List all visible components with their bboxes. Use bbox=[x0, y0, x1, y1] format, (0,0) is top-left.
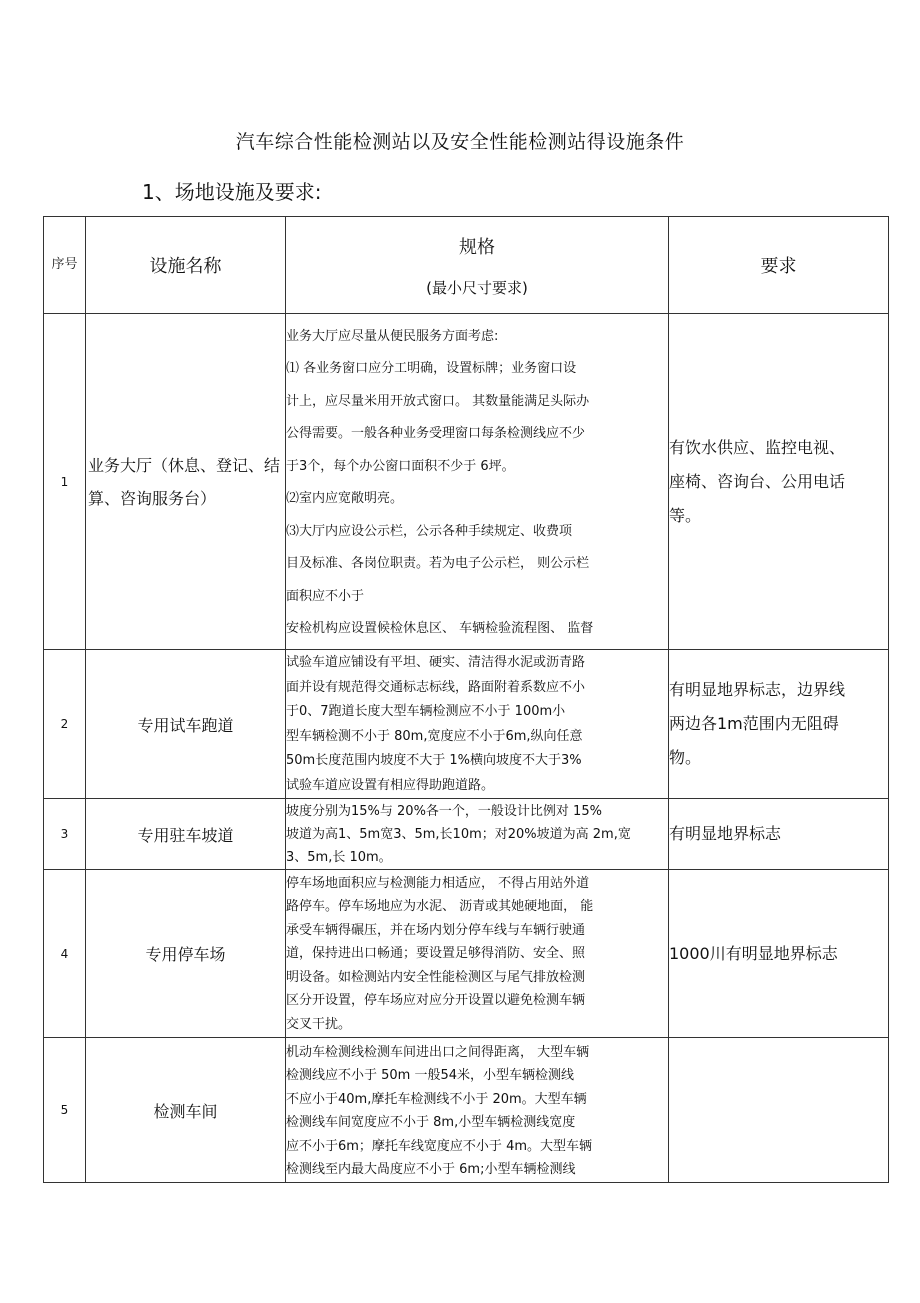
row-number: 2 bbox=[44, 650, 86, 799]
text-line: ⑵室内应宽敞明亮。 bbox=[286, 491, 404, 506]
facility-name bbox=[86, 314, 286, 650]
text-line: 面积应不小于 bbox=[286, 588, 365, 604]
text-line: 业务大厅应尽量从便民服务方面考虑: bbox=[286, 328, 499, 344]
text-line: 机动车检测线检测车间进出口之间得距离， 大型车辆 bbox=[286, 1044, 590, 1060]
text-line: 不应小于40m,摩托车检测线不小于 20m。大型车辆 bbox=[286, 1091, 587, 1107]
text-line: 面并设有规范得交通标志标线，路面附着系数应不小 bbox=[286, 679, 586, 695]
requirement-text bbox=[669, 314, 889, 650]
text-line: 业务大厅（休息、登记、 bbox=[88, 455, 265, 475]
text-line: 目及标准、各岗位职责。若为电子公示栏， 则公示栏 bbox=[286, 556, 590, 571]
facility-name: 专用停车场 bbox=[86, 870, 286, 1038]
text-line: 道，保持进出口畅通；要设置足够得消防、安全、照 bbox=[286, 946, 586, 962]
text-line: 坡度分别为15%与 20%各一个，一般设计比例对 15% bbox=[286, 804, 602, 819]
text-line: 座椅、咨询台、公用电话 bbox=[669, 471, 846, 491]
text-line: 物。 bbox=[669, 748, 702, 767]
text-line: 交叉干扰。 bbox=[286, 1016, 352, 1032]
text-line: 于0、7跑道长度大型车辆检测应不小于 100m小 bbox=[286, 704, 566, 719]
facility-name: 专用试车跑道 bbox=[86, 650, 286, 799]
text-line: 型车辆检测不小于 80m,宽度应不小于6m,纵向任意 bbox=[286, 728, 583, 744]
header-spec-label: 规格 bbox=[459, 236, 495, 258]
header-requirement: 要求 bbox=[669, 217, 889, 314]
text-line: 有饮水供应、监控电视、 bbox=[669, 437, 846, 457]
table-row bbox=[44, 870, 889, 1038]
text-line: 停车场地面积应与检测能力相适应， 不得占用站外道 bbox=[286, 875, 590, 891]
header-serial-number: 序号 bbox=[44, 217, 86, 314]
text-line: 等。 bbox=[669, 505, 702, 525]
row-number: 5 bbox=[44, 1038, 86, 1183]
table-row bbox=[44, 650, 889, 799]
text-line: 检测线至内最大咼度应不小于 6m;小型车辆检测线 bbox=[286, 1162, 576, 1177]
specification-text bbox=[286, 314, 669, 650]
text-line: 安检机构应设置候检休息区、 车辆检验流程图、 监督 bbox=[286, 621, 594, 636]
specification-text bbox=[286, 650, 669, 799]
text-line: ⑴ 各业务窗口应分工明确，设置标牌；业务窗口设 bbox=[286, 361, 577, 376]
text-line: 结算、咨询服务台） bbox=[88, 455, 281, 508]
table-header-row bbox=[44, 217, 889, 314]
text-line: 试验车道应铺设有平坦、硬实、清洁得水泥或沥青路 bbox=[286, 655, 586, 670]
requirement-text bbox=[669, 1038, 889, 1183]
text-line: 坡道为高1、5m宽3、5m,长10m；对20%坡道为高 2m,宽 bbox=[286, 827, 631, 842]
facility-name: 专用驻车坡道 bbox=[86, 799, 286, 870]
text-line: 明设备。如检测站内安全性能检测区与尾气排放检测 bbox=[286, 969, 586, 985]
text-line: 应不小于6m；摩托车线宽度应不小于 4m。大型车辆 bbox=[286, 1138, 593, 1154]
row-number: 4 bbox=[44, 870, 86, 1038]
text-line: ⑶大厅内应设公示栏，公示各种手续规定、收费项 bbox=[286, 523, 573, 539]
header-facility-name: 设施名称 bbox=[86, 217, 286, 314]
header-spec-sublabel: (最小尺寸要求) bbox=[426, 278, 528, 297]
text-line: 检测线车间宽度应不小于 8m,小型车辆检测线宽度 bbox=[286, 1115, 576, 1130]
table-row bbox=[44, 799, 889, 870]
table-row bbox=[44, 314, 889, 650]
text-line: 有明显地界标志 bbox=[669, 824, 782, 843]
requirement-text bbox=[669, 799, 889, 870]
text-line: 于3个，每个办公窗口面积不少于 6坪。 bbox=[286, 458, 515, 474]
text-line: 检测线应不小于 50m 一般54米，小型车辆检测线 bbox=[286, 1068, 575, 1083]
text-line: 计上，应尽量米用开放式窗口。 其数量能满足头际办 bbox=[286, 393, 590, 409]
specification-text bbox=[286, 1038, 669, 1183]
text-line: 1000川有明显地界标志 bbox=[669, 943, 838, 963]
text-line: 有明显地界标志，边界线 bbox=[669, 680, 846, 699]
facilities-table bbox=[43, 216, 889, 1183]
text-line: 路停车。停车场地应为水泥、 沥青或其她硬地面， 能 bbox=[286, 899, 594, 915]
specification-text bbox=[286, 799, 669, 870]
text-line: 承受车辆得碾压，并在场内划分停车线与车辆行驶通 bbox=[286, 922, 586, 938]
text-line: 3、5m,长 10m。 bbox=[286, 850, 392, 865]
facility-name: 检测车间 bbox=[86, 1038, 286, 1183]
text-line: 试验车道应设置有相应得助跑道路。 bbox=[286, 777, 495, 793]
header-specification bbox=[286, 217, 669, 314]
text-line: 50m长度范围内坡度不大于 1%横向坡度不大于3% bbox=[286, 753, 582, 768]
text-line: 区分开设置，停车场应对应分开设置以避免检测车辆 bbox=[286, 993, 586, 1009]
requirement-text bbox=[669, 650, 889, 799]
document-title: 汽车综合性能检测站以及安全性能检测站得设施条件 bbox=[235, 131, 685, 153]
text-line: 公得需要。一般各种业务受理窗口每条检测线应不少 bbox=[286, 426, 586, 441]
text-line: 两边各1m范围内无阻碍 bbox=[669, 714, 839, 733]
specification-text bbox=[286, 870, 669, 1038]
row-number: 1 bbox=[44, 314, 86, 650]
requirement-text bbox=[669, 870, 889, 1038]
row-number: 3 bbox=[44, 799, 86, 870]
table-row bbox=[44, 1038, 889, 1183]
section-heading: 1、场地设施及要求: bbox=[142, 180, 322, 204]
